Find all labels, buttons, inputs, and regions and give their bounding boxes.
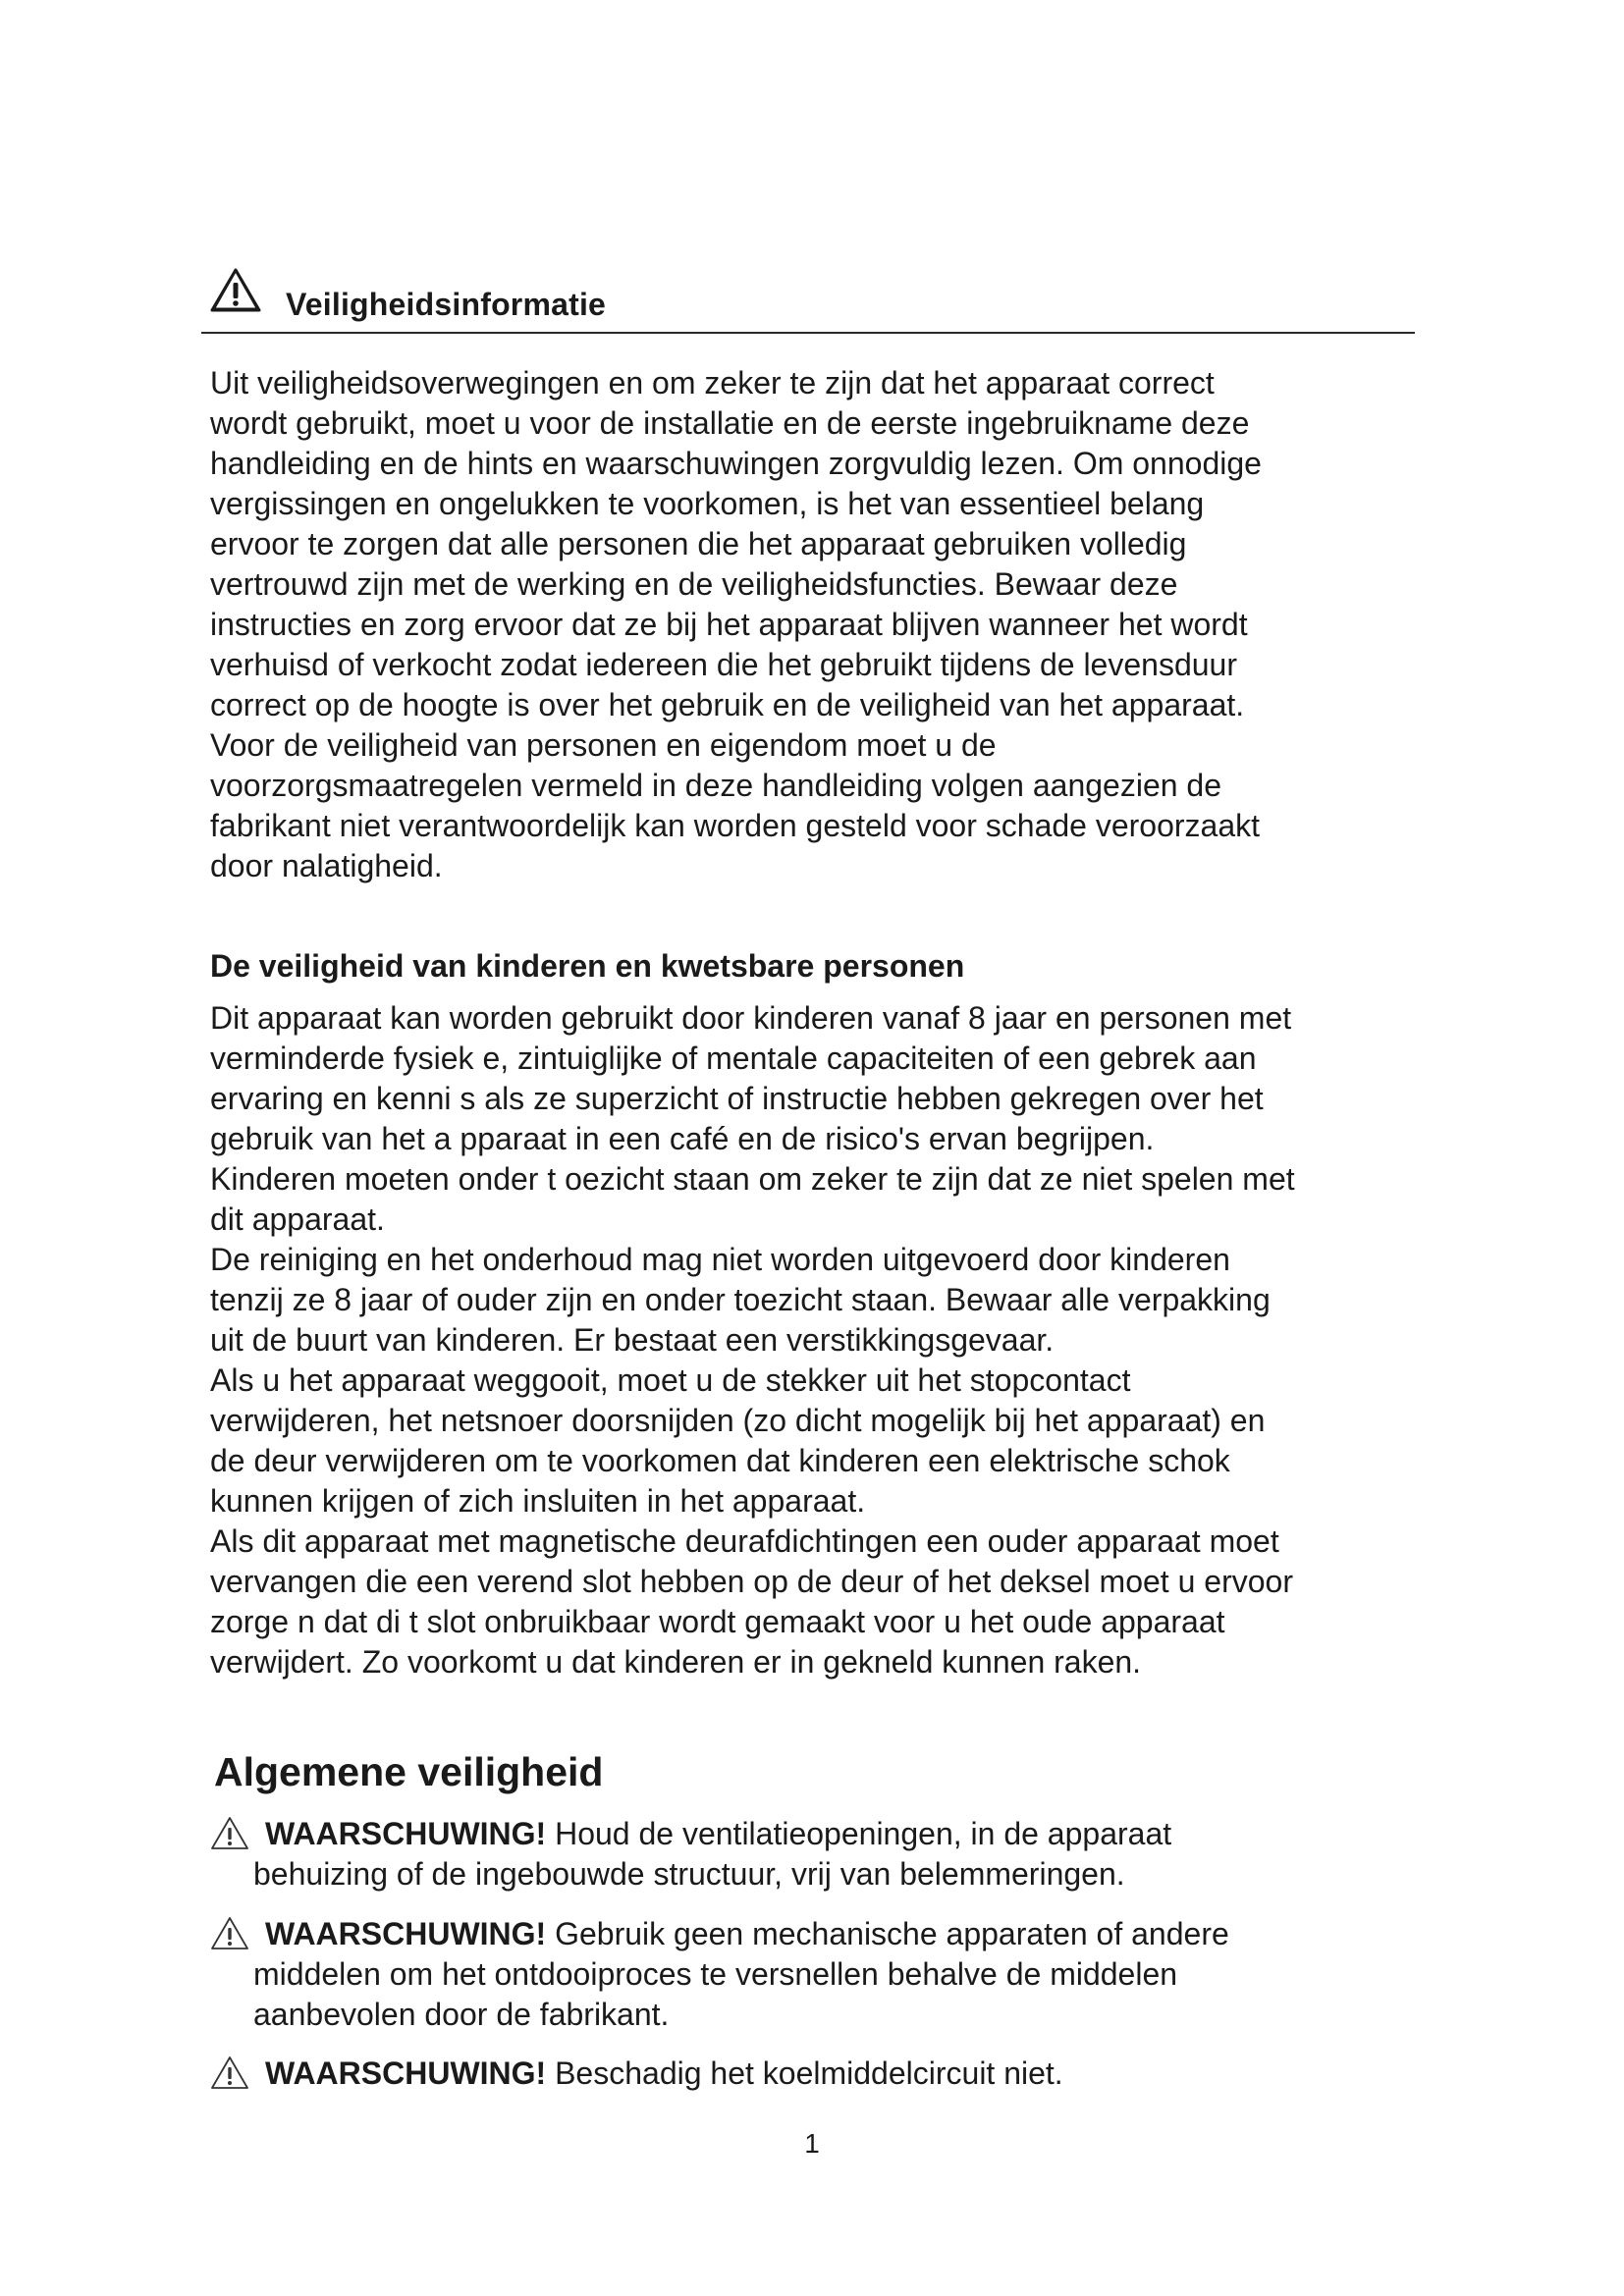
warning-text: Houd de ventilatieopeningen, in de apparaat	[555, 1816, 1172, 1851]
warning-item	[210, 2054, 1418, 2094]
warning-text-continuation: behuizing of de ingebouwde structuur, vrij van belemmeringen.	[253, 1856, 1125, 1892]
warning-label: WAARSCHUWING!	[265, 1816, 547, 1851]
intro-paragraph: Uit veiligheidsoverwegingen en om zeker te zijn dat het apparaat correct wordt gebruikt, moet u voor de installatie en de eerste ingebruikname deze handleiding en de hints en waarschuwingen zorgvuldig lezen. Om onnodige vergissingen en ongelukken te voorkomen, is het van essentieel belang ervoor te zorgen dat alle personen die het apparaat gebruiken volledig vertrouwd zijn met de werking en de veiligheidsfuncties. Bewaar deze instructies en zorg ervoor dat ze bij het apparaat blijven wanneer het wordt verhuisd of verkocht zodat iedereen die het gebruikt tijdens de levensduur correct op de hoogte is over het gebruik en de veiligheid van het apparaat. Voor de veiligheid van personen en eigendom moet u de voorzorgsmaatregelen vermeld in deze handleiding volgen aangezien de fabrikant niet verantwoordelijk kan worden gesteld voor schade veroorzaakt door nalatigheid.	[210, 365, 1262, 883]
warning-text: Gebruik geen mechanische apparaten of andere	[555, 1916, 1229, 1951]
warning-triangle-icon	[210, 1816, 249, 1851]
page-number: 1	[804, 2128, 820, 2159]
general-safety-heading: Algemene veiligheid	[214, 1749, 604, 1794]
warning-label: WAARSCHUWING!	[265, 1916, 547, 1951]
warning-item	[210, 1814, 1418, 1895]
warning-text: Beschadig het koelmiddelcircuit niet.	[555, 2056, 1063, 2091]
warning-item	[210, 1914, 1418, 2035]
warning-triangle-icon	[209, 267, 262, 314]
children-safety-heading: De veiligheid van kinderen en kwetsbare personen	[210, 948, 965, 984]
warning-triangle-icon	[210, 2056, 249, 2091]
section-title: Veiligheidsinformatie	[286, 287, 607, 322]
section-header	[201, 263, 1415, 334]
warning-triangle-icon	[210, 1916, 249, 1951]
children-safety-paragraph: Dit apparaat kan worden gebruikt door kinderen vanaf 8 jaar en personen met verminderde fysiek e, zintuiglijke of mentale capaciteiten of een gebrek aan ervaring en kenni s als ze superzicht of instructie hebben gekregen over het gebruik van het a pparaat in een café en de risico's ervan begrijpen. Kinderen moeten onder t oezicht staan om zeker te zijn dat ze niet spelen met dit apparaat. De reiniging en het onderhoud mag niet worden uitgevoerd door kinderen tenzij ze 8 jaar of ouder zijn en onder toezicht staan. Bewaar alle verpakking uit de buurt van kinderen. Er bestaat een verstikkingsgevaar. Als u het apparaat weggooit, moet u de stekker uit het stopcontact verwijderen, het netsnoer doorsnijden (zo dicht mogelijk bij het apparaat) en de deur verwijderen om te voorkomen dat kinderen een elektrische schok kunnen krijgen of zich insluiten in het apparaat. Als dit apparaat met magnetische deurafdichtingen een ouder apparaat moet vervangen die een verend slot hebben op de deur of het deksel moet u ervoor zorge n dat di t slot onbruikbaar wordt gemaakt voor u het oude apparaat verwijdert. Zo voorkomt u dat kinderen er in gekneld kunnen raken.	[210, 1000, 1295, 1680]
warning-text-continuation: middelen om het ontdooiproces te versnellen behalve de middelen aanbevolen door de fabrikant.	[253, 1956, 1178, 2032]
warning-label: WAARSCHUWING!	[265, 2056, 547, 2091]
